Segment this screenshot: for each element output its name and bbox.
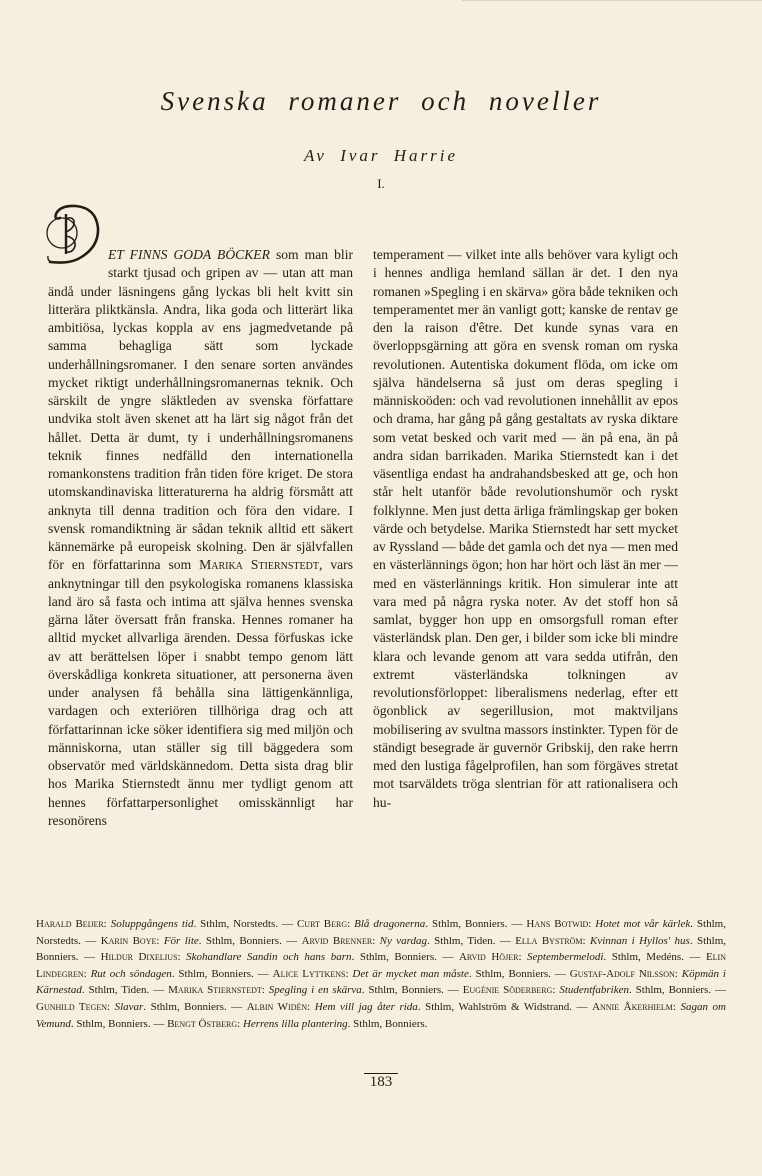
bib-title: Hotet mot vår kärlek [595,918,691,930]
bib-title: Ny vardag [379,934,428,947]
bib-author: Alice Lyttkens [272,967,346,980]
bib-title: Sagan om Vemund [36,1000,726,1030]
bib-author: Hans Botwid [526,918,589,930]
page-number [0,1074,762,1091]
right-column: temperament — vilket inte alls behöver vara kyligt och i hennes andliga hemland sällan är det. I den nya romanen »Spegling i en skärva» göra både tekniken och temperamentet mer än vanligt gott; kanske de rentav ge den la raison d'être. Det kunde synas vara en överloppsgärning att göra en svensk roman om ryska revolutionen. Autentiska dokument flöda, om icke om själva händelserna så just om deras spegling i människoöden: och vad revolutionen innehållit av epos och drama, har gång på gång gestaltats av ryska diktare som vetat besked och varit med — än på ena, än på andra sidan barrikaden. Marika Stiernstedt kan i det väsentliga endast ha andrahandsbesked att ge, och hon står helt utanför både revolutionshumör och ryskt folklynne. Men just detta ärliga främlingskap ger boken värde och betydelse. Marika Stiernstedt har sett mycket av Ryssland — både det gamla och det nya — men med en västerlännings ögon; hon har hört och läst än mer — med en västerlännings kritik. Hon simulerar inte att vara med på några ryska noter. Av det stoff hon så samlat, bygger hon upp en omsorgsfull roman efter västerländsk plan. Den ger, i bilder som icke bli mindre klara och levande genom att vara sedda utifrån, den extremt västerländska tolkningen av revolutionsförloppet: liberalismens nederlag, efter ett ögonblick av segerillusion, mot maktviljans mobilisering av svultna massors instinkter. Typen för de ständigt besegrade är guvernör Gribskij, den rake herrn med den lustiga fågelprofilen, han som förgäves stretat mot tsarväldets tröga slentrian för att rationalisera och hu- [373,247,679,810]
left-column [48,246,353,830]
left-text-part-2: , vars anknytningar till den psykologiska romanens klassiska land äro så fasta och intima att själva hennes svenska gärna låter översatt från franska. Hennes romaner ha alltid mycket allvarliga ärenden. Dessa förfuskas icke av att berättelsen löper i snabbt tempo genom lätt överskådliga konkreta situationer, att personerna även under analysen få behålla sina lättigenkännliga, vardagen och exteriören tillhöriga drag och att författarinnan icke söker identifiera sig med miljön och människorna, utan ställer sig till bäggedera som observatör med världskännedom. Detta sista drag blir hos Marika Stiernstedt ännu mer tydligt genom att hennes författarpersonlighet omisskännligt har resonörens [48,557,353,828]
bib-author: Curt Berg [296,918,348,930]
bib-title: Studentfabriken [559,984,629,997]
bib-publisher: . Sthlm, Bonniers. — [198,934,302,947]
bib-author: Elin Lindegren [36,951,727,980]
bib-publisher: . Sthlm, Bonniers. — [425,918,527,930]
bib-publisher: . Sthlm, Bonniers. — [36,934,727,964]
bib-title: Herrens lilla plantering [242,1017,348,1030]
section-number: I. [377,176,385,191]
bib-title: Det är mycket man måste [352,967,469,980]
bib-title: Septembermelodi [527,951,604,964]
bib-publisher: . Sthlm, Bonniers. — [361,984,463,997]
bib-author: Harald Beijer [36,918,104,930]
bib-publisher: . Sthlm, Bonniers. — [171,967,273,980]
article-title: Svenska romaner och noveller [160,86,602,116]
bib-publisher: . Sthlm, Medéns. — [603,951,706,964]
bib-author: Marika Stiernstedt [168,984,262,997]
bib-publisher: . Sthlm, Norstedts. — [36,918,726,947]
left-text-part-1: som man blir starkt tjusad och gripen av — utan att man ändå under läsningens gång lyckas bli helt kvitt sin litterära pliktkänsla. Andra, lika goda och litterärt lika ambitiösa, lyckas koppla av ens jagmedvetande på samma behagliga sätt som lyckade underhållningsromaner. I den senare sorten användes mycket riktigt underhållningsromanernas teknik. Och särskilt de yngre släktleden av svenska författare undvika stolt även skenet att ha lärt sig något från det hållet. Detta är dumt, ty i underhållningsromanens teknik finnes nedfälld den internationella romankonstens tradition från tiden före kriget. De stora utomskandinaviska litteraturerna ha aldrig försmått att anknyta till denna tradition och föra den vidare. I svensk romandiktning är sådan teknik alltid ett säkert kännemärke på europeisk skolning. Den är självfallen för en författarinna som [48,247,353,573]
bib-publisher: . Sthlm, Tiden. — [427,934,516,947]
bib-author: Gustaf-Adolf Nilsson [569,967,675,980]
lead-words: ET FINNS GODA BÖCKER [108,247,270,262]
bib-author: Arvid Brenner [301,934,373,947]
bib-author: Hildur Dixelius [100,951,178,964]
top-edge-rule [462,0,762,1]
bib-publisher: . Sthlm, Bonniers. — [351,951,459,964]
bib-title: Rut och söndagen [90,967,172,980]
bibliography: Harald Beijer: Soluppgångens tid. Sthlm, Norstedts. — Curt Berg: Blå dragonerna. Sthlm, Bonniers. — Hans Botwid: Hotet mot vår kärlek. Sthlm, Norstedts. — Karin Boye: För lite. Sthlm, Bonniers. — Arvid Brenner: Ny vardag. Sthlm, Tiden. — Ella Byström: Kvinnan i Hyllos' hus. Sthlm, Bonniers. — Hildur Dixelius: Skohandlare Sandin och hans barn. Sthlm, Bonniers. — Arvid Höjer: Septembermelodi. Sthlm, Medéns. — Elin Lindegren: Rut och söndagen. Sthlm, Bonniers. — Alice Lyttkens: Det är mycket man måste. Sthlm, Bonniers. — Gustaf-Adolf Nilsson: Köpmän i Kärnestad. Sthlm, Tiden. — Marika Stiernstedt: Spegling i en skärva. Sthlm, Bonniers. — Eugénie Söderberg: Studentfabriken. Sthlm, Bonniers. — Gunhild Tegen: Slavar. Sthlm, Bonniers. — Albin Widén: Hem vill jag åter rida. Sthlm, Wahlström & Widstrand. — Annie Åkerhielm: Sagan om Vemund. Sthlm, Bonniers. — Bengt Östberg: Herrens lilla plantering. Sthlm, Bonniers. [36,918,727,1030]
bib-author: Karin Boye [100,934,157,947]
bib-publisher: . Sthlm, Tiden. — [81,984,169,997]
author-name-small-caps: Marika Stiernstedt [199,557,319,573]
bib-title: Skohandlare Sandin och hans barn [186,951,352,964]
dropcap-initial [44,202,102,268]
bib-author: Albin Widén [246,1000,308,1013]
bib-publisher: . Sthlm, Wahlström & Widstrand. — [417,1000,593,1013]
bib-title: Blå dragonerna [354,918,426,930]
bib-title: Hem vill jag åter rida [314,1000,418,1013]
bib-title: Soluppgångens tid [110,918,194,930]
bib-publisher: . Sthlm, Bonniers. — [70,1017,168,1030]
bib-author: Eugénie Söderberg [462,984,553,997]
bib-publisher: . Sthlm, Bonniers. — [628,984,726,997]
bib-author: Gunhild Tegen [36,1000,107,1013]
article-author: Av Ivar Harrie [303,146,459,165]
bib-author: Arvid Höjer [458,951,519,964]
dropcap-d-icon [44,202,102,268]
bib-publisher: . Sthlm, Norstedts. — [193,918,297,930]
bib-title: För lite [163,934,199,947]
bib-author: Ella Byström [515,934,583,947]
page-number-value: 183 [364,1073,399,1090]
bib-title: Köpmän i Kärnestad [36,967,726,997]
bib-title: Kvinnan i Hyllos' hus [589,934,690,947]
bib-author: Bengt Östberg [167,1017,238,1030]
bib-publisher: . Sthlm, Bonniers. — [468,967,570,980]
bib-title: Spegling i en skärva [268,984,362,997]
bib-publisher: . Sthlm, Bonniers. [347,1017,428,1030]
bib-title: Slavar [114,1000,144,1013]
bib-publisher: . Sthlm, Bonniers. — [143,1000,247,1013]
bib-author: Annie Åkerhielm [592,1000,673,1013]
